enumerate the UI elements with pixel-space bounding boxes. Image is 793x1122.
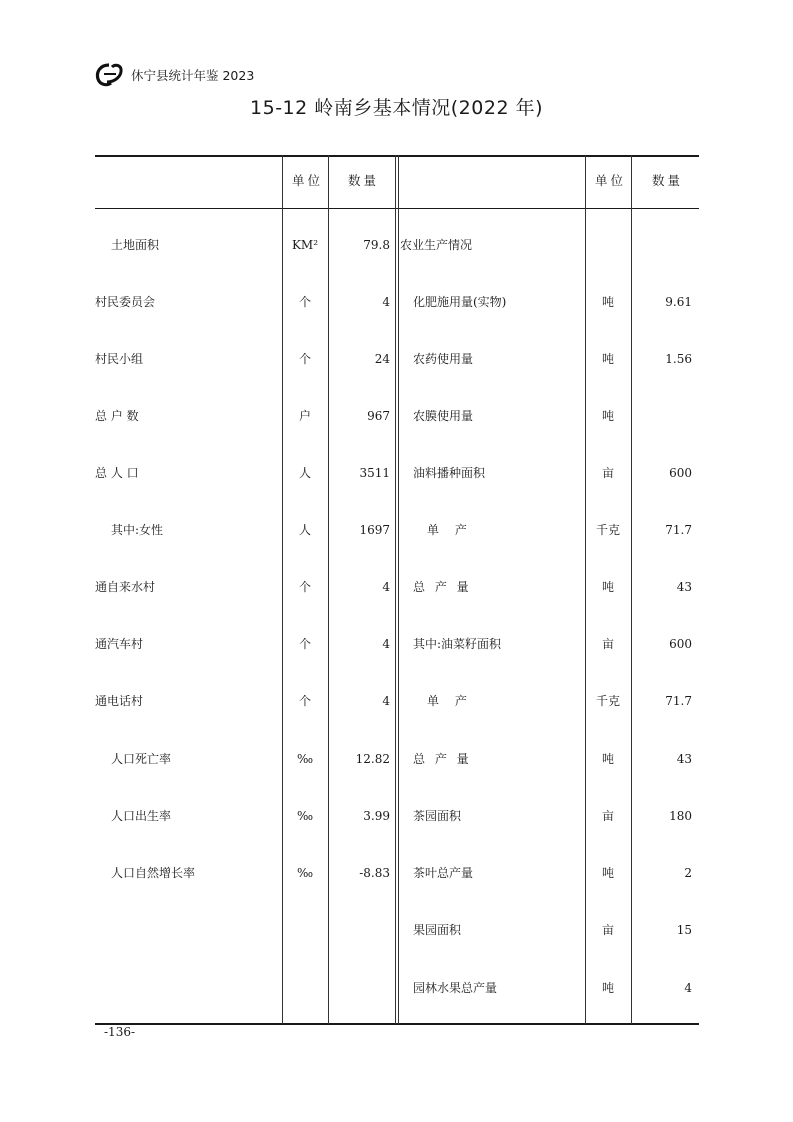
- right-row-value: 15: [676, 923, 692, 937]
- left-row-value: 1697: [359, 523, 390, 537]
- right-quantity-header: 数量: [652, 173, 684, 188]
- left-row-value: 967: [367, 409, 390, 423]
- left-row-label: 土地面积: [111, 238, 160, 252]
- right-row-unit: 吨: [601, 352, 614, 366]
- right-row-label: 总 产 量: [413, 580, 472, 594]
- table-bottom-rule: [95, 1023, 699, 1025]
- right-row-label: 单 产: [427, 523, 473, 537]
- right-row-unit: 吨: [601, 409, 614, 423]
- header-text: 休宁县统计年鉴 2023: [131, 68, 255, 83]
- right-row-unit: 吨: [601, 981, 614, 995]
- left-row-label: 通汽车村: [95, 637, 144, 651]
- col-divider: [398, 155, 399, 1024]
- right-row-unit: 亩: [601, 809, 614, 823]
- right-row-label: 其中:油菜籽面积: [413, 637, 502, 651]
- right-row-value: 180: [669, 809, 692, 823]
- right-row-value: 600: [669, 466, 692, 480]
- right-row-label: 果园面积: [413, 923, 462, 937]
- left-row-label: 总 人 口: [95, 466, 139, 480]
- right-row-label: 农业生产情况: [400, 238, 473, 252]
- right-row-value: 9.61: [665, 295, 692, 309]
- left-row-label: 其中:女性: [111, 523, 164, 537]
- left-row-unit: 户: [298, 409, 311, 423]
- right-row-label: 农膜使用量: [413, 409, 474, 423]
- right-row-label: 农药使用量: [413, 352, 474, 366]
- left-row-unit: 个: [298, 352, 311, 366]
- right-row-unit: 吨: [601, 295, 614, 309]
- left-quantity-header: 数量: [348, 173, 380, 188]
- right-row-unit: 亩: [601, 923, 614, 937]
- left-row-unit: 个: [298, 580, 311, 594]
- left-row-value: 4: [382, 637, 390, 651]
- right-row-unit: 吨: [601, 580, 614, 594]
- left-row-value: 4: [382, 580, 390, 594]
- stats-table: [95, 155, 699, 1025]
- left-row-value: 3511: [359, 466, 390, 480]
- right-row-unit: 亩: [601, 466, 614, 480]
- left-row-label: 人口自然增长率: [111, 866, 196, 880]
- col-divider: [395, 155, 396, 1024]
- left-row-unit: 个: [298, 637, 311, 651]
- right-row-label: 单 产: [427, 694, 473, 708]
- right-row-unit: 亩: [601, 637, 614, 651]
- header-bottom-rule: [95, 208, 699, 209]
- right-row-label: 园林水果总产量: [413, 981, 498, 995]
- right-row-value: 71.7: [665, 523, 692, 537]
- left-row-value: 3.99: [363, 809, 390, 823]
- right-row-value: 1.56: [665, 352, 692, 366]
- left-row-unit: 人: [298, 523, 311, 537]
- left-row-unit: 个: [298, 694, 311, 708]
- right-row-label: 总 产 量: [413, 752, 472, 766]
- right-row-unit: 吨: [601, 866, 614, 880]
- yearbook-logo-icon: [95, 62, 125, 88]
- table-top-rule: [95, 155, 699, 157]
- left-row-value: 12.82: [355, 752, 390, 766]
- right-row-unit: 千克: [595, 523, 620, 537]
- left-row-value: 4: [382, 295, 390, 309]
- left-row-value: 79.8: [363, 238, 390, 252]
- left-row-unit: ‰: [296, 866, 314, 880]
- left-row-unit: 个: [298, 295, 311, 309]
- left-row-label: 总 户 数: [95, 409, 139, 423]
- col-divider: [631, 155, 632, 1024]
- left-row-label: 人口死亡率: [111, 752, 172, 766]
- right-unit-header: 单位: [595, 173, 627, 188]
- right-row-label: 茶园面积: [413, 809, 462, 823]
- right-row-value: 71.7: [665, 694, 692, 708]
- left-row-unit: KM²: [291, 238, 319, 252]
- right-row-value: 600: [669, 637, 692, 651]
- left-row-value: -8.83: [359, 866, 390, 880]
- left-row-value: 24: [374, 352, 390, 366]
- page-title: 15-12 岭南乡基本情况(2022 年): [250, 97, 543, 119]
- left-row-label: 通电话村: [95, 694, 144, 708]
- left-row-label: 通自来水村: [95, 580, 156, 594]
- left-row-value: 4: [382, 694, 390, 708]
- col-divider: [328, 155, 329, 1024]
- left-row-label: 村民委员会: [95, 295, 156, 309]
- page-number: -136-: [104, 1025, 136, 1039]
- right-row-value: 4: [684, 981, 692, 995]
- left-row-label: 人口出生率: [111, 809, 172, 823]
- right-row-value: 43: [676, 752, 692, 766]
- page-header: [95, 62, 254, 88]
- right-row-label: 油料播种面积: [413, 466, 486, 480]
- right-row-label: 化肥施用量(实物): [413, 295, 507, 309]
- right-row-label: 茶叶总产量: [413, 866, 474, 880]
- left-row-unit: 人: [298, 466, 311, 480]
- right-row-unit: 千克: [595, 694, 620, 708]
- right-row-unit: 吨: [601, 752, 614, 766]
- left-row-unit: ‰: [296, 809, 314, 823]
- right-row-value: 2: [684, 866, 692, 880]
- left-row-unit: ‰: [296, 752, 314, 766]
- right-row-value: 43: [676, 580, 692, 594]
- left-unit-header: 单位: [292, 173, 324, 188]
- left-row-label: 村民小组: [95, 352, 144, 366]
